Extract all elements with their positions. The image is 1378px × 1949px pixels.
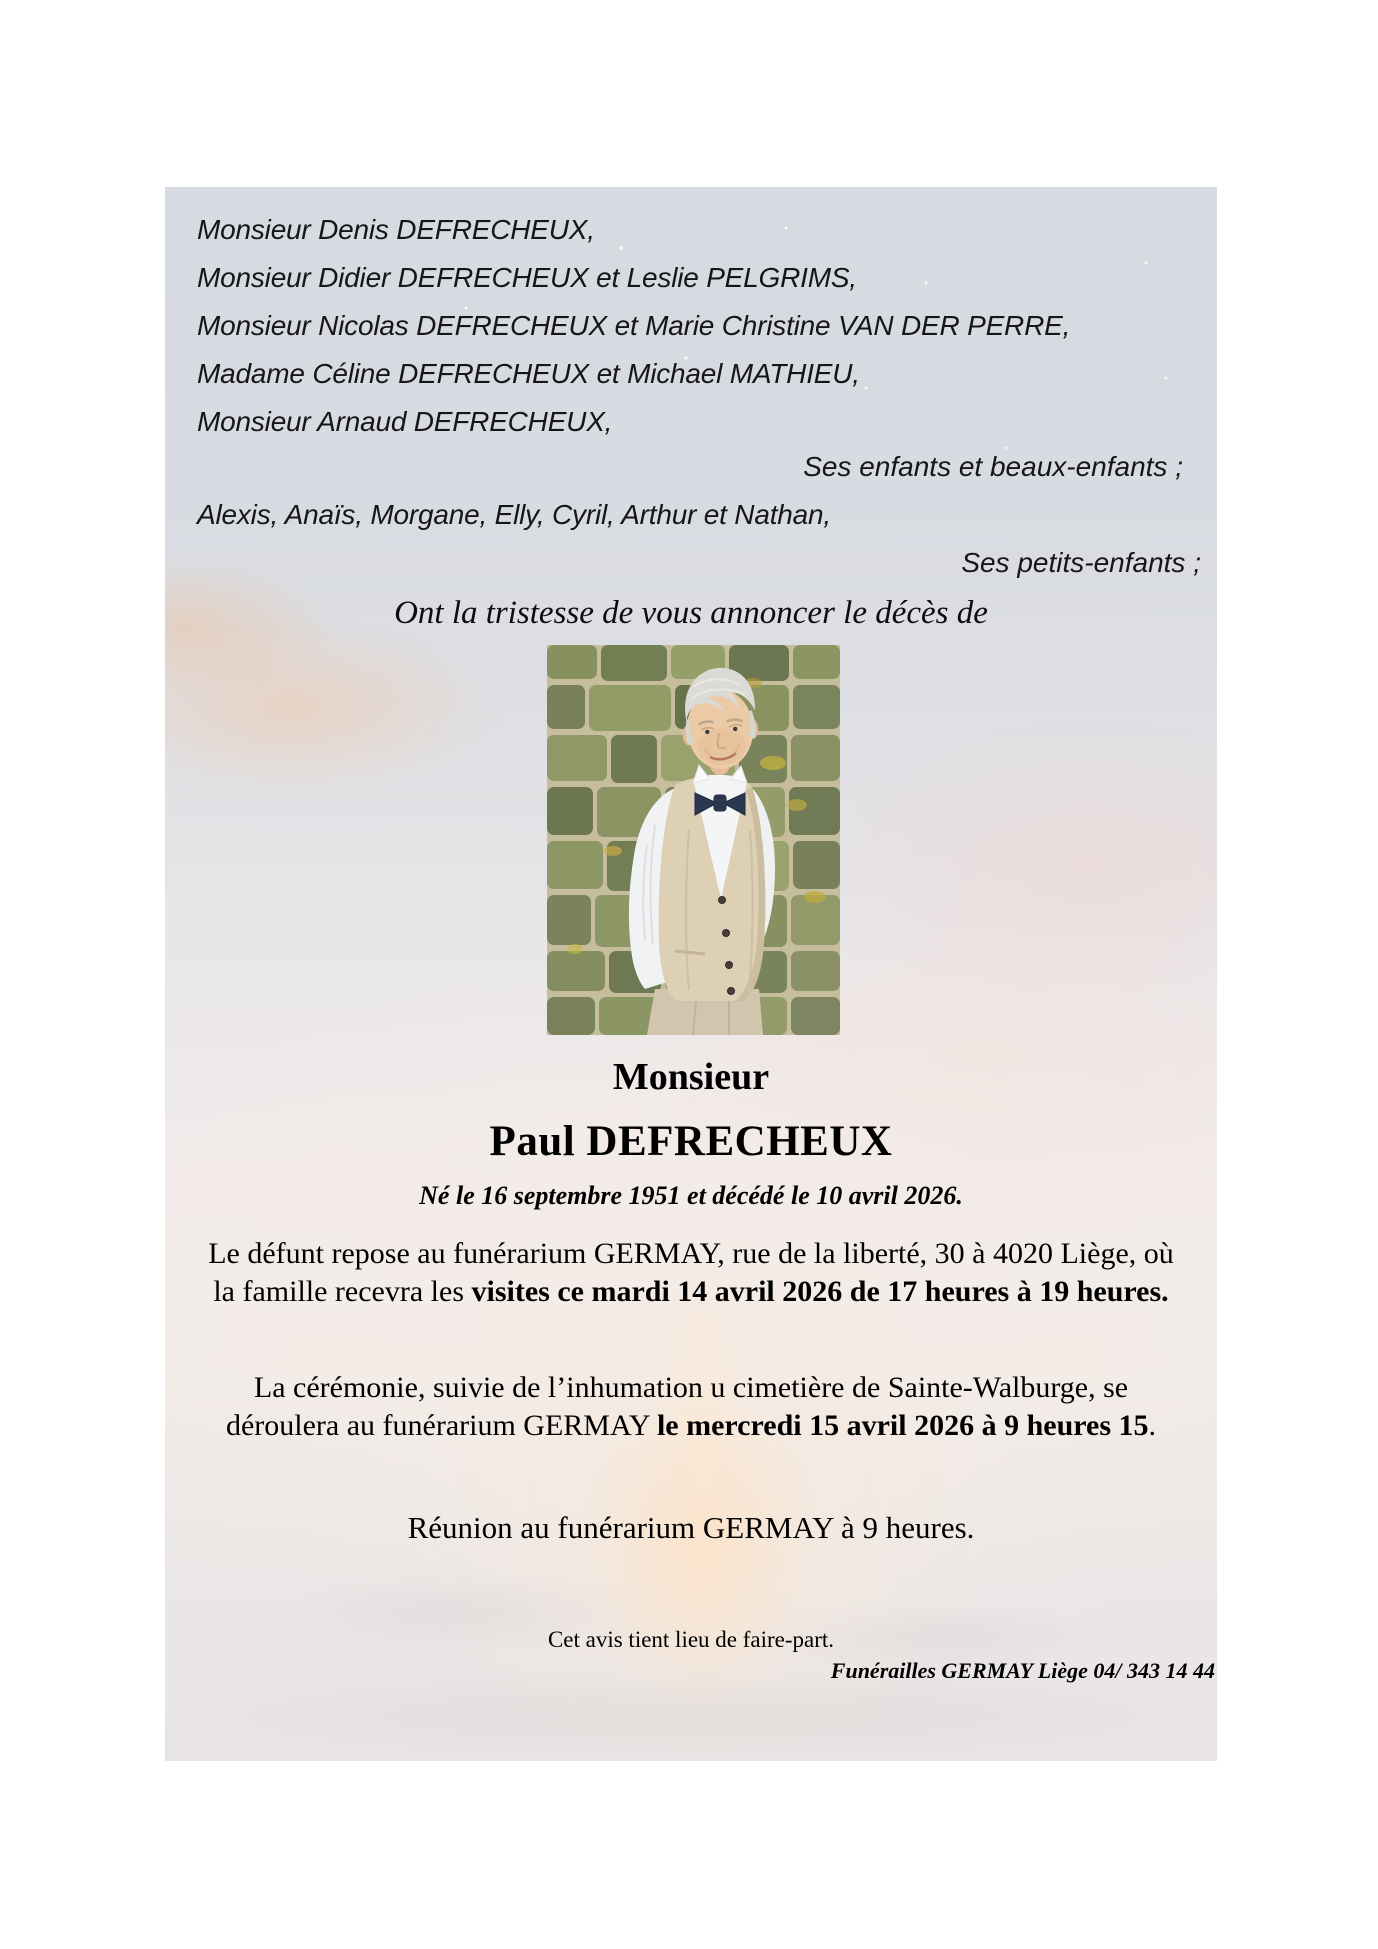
ceremony-period: . (1148, 1409, 1157, 1442)
family-line-5: Monsieur Arnaud DEFRECHEUX, (197, 406, 613, 437)
ceremony-paragraph (165, 1369, 1217, 1445)
repose-paragraph (165, 1235, 1217, 1311)
memorial-card (165, 187, 1217, 1761)
family-line-1: Monsieur Denis DEFRECHEUX, (197, 214, 595, 245)
repose-visits-bold: visites ce mardi 14 avril 2026 de 17 heures à 19 heures. (471, 1275, 1169, 1308)
star-specks (165, 187, 167, 189)
honorific-title: Monsieur (612, 1056, 770, 1098)
funeral-home-footer: Funérailles GERMAY Liège 04/ 343 14 44 (830, 1658, 1215, 1683)
grandchildren-label: Ses petits-enfants ; (961, 547, 1201, 578)
ceremony-date-bold: le mercredi 15 avril 2026 à 9 heures 15 (656, 1409, 1149, 1442)
repose-line-2: la famille recevra les (213, 1275, 472, 1308)
deceased-name: Paul DEFRECHEUX (489, 1118, 893, 1165)
family-line-4: Madame Céline DEFRECHEUX et Michael MATHIEU, (197, 358, 860, 389)
ceremony-line-2: déroulera au funérarium GERMAY (225, 1409, 657, 1442)
announcement-line: Ont la tristesse de vous annoncer le décès de (394, 595, 988, 631)
life-dates: Né le 16 septembre 1951 et décédé le 10 avril 2026. (419, 1181, 963, 1210)
family-line-2: Monsieur Didier DEFRECHEUX et Leslie PELGRIMS, (197, 262, 857, 293)
faire-part-line: Cet avis tient lieu de faire-part. (547, 1627, 835, 1652)
grandchildren-names: Alexis, Anaïs, Morgane, Elly, Cyril, Arthur et Nathan, (197, 499, 831, 530)
ceremony-line-1: La cérémonie, suivie de l’inhumation u cimetière de Sainte-Walburge, se (253, 1371, 1129, 1404)
repose-line-1: Le défunt repose au funérarium GERMAY, rue de la liberté, 30 à 4020 Liège, où (208, 1237, 1174, 1270)
reunion-line: Réunion au funérarium GERMAY à 9 heures. (407, 1510, 975, 1545)
children-label: Ses enfants et beaux-enfants ; (803, 451, 1183, 482)
family-line-3: Monsieur Nicolas DEFRECHEUX et Marie Christine VAN DER PERRE, (197, 310, 1071, 341)
portrait-illustration (547, 645, 840, 1035)
portrait-photo (547, 645, 840, 1035)
